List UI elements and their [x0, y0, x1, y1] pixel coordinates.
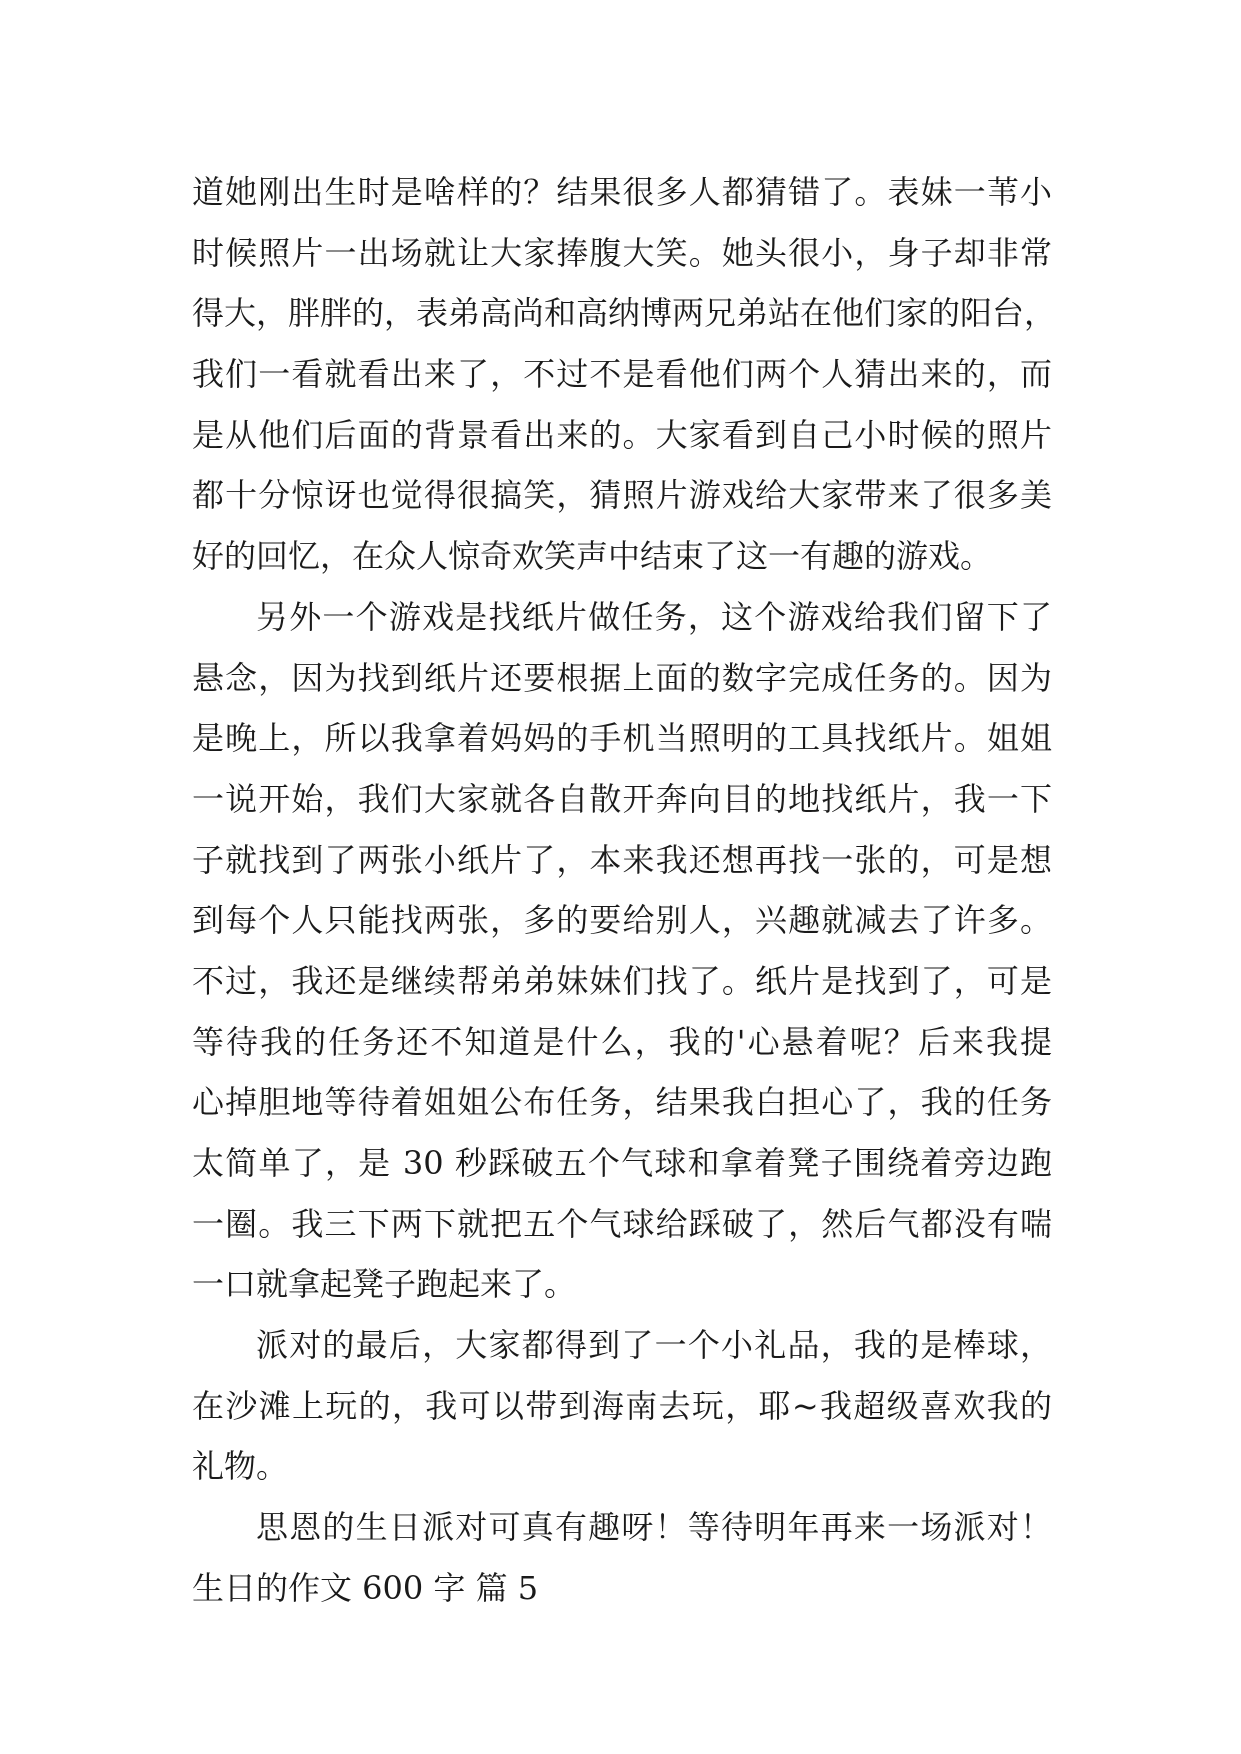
- text-line: 等待我的任务还不知道是什么，我的'心悬着呢？后来我提: [192, 1022, 1052, 1061]
- text-line: 是从他们后面的背景看出来的。大家看到自己小时候的照片: [192, 415, 1052, 454]
- text-line: 一口就拿起凳子跑起来了。: [192, 1265, 577, 1304]
- text-line: 一圈。我三下两下就把五个气球给踩破了，然后气都没有喘: [192, 1204, 1052, 1243]
- text-line: 得大，胖胖的，表弟高尚和高纳博两兄弟站在他们家的阳台，: [192, 294, 1057, 333]
- text-line: 我们一看就看出来了，不过不是看他们两个人猜出来的，而: [192, 355, 1052, 394]
- text-line: 好的回忆，在众人惊奇欢笑声中结束了这一有趣的游戏。: [192, 537, 993, 576]
- text-line: 太简单了，是 30 秒踩破五个气球和拿着凳子围绕着旁边跑: [192, 1144, 1052, 1182]
- text-line: 时候照片一出场就让大家捧腹大笑。她头很小，身子却非常: [192, 233, 1052, 272]
- document-body: [192, 162, 1057, 1619]
- paragraph-start-line: 另外一个游戏是找纸片做任务，这个游戏给我们留下了: [256, 597, 1052, 636]
- text-line: 到每个人只能找两张，多的要给别人，兴趣就减去了许多。: [192, 901, 1052, 940]
- paragraph-start-line: 思恩的生日派对可真有趣呀！等待明年再来一场派对！: [256, 1508, 1052, 1547]
- section-heading: 生日的作文 600 字 篇 5: [192, 1568, 539, 1607]
- text-line: 礼物。: [192, 1447, 289, 1486]
- text-line: 心掉胆地等待着姐姐公布任务，结果我白担心了，我的任务: [192, 1083, 1052, 1122]
- text-line: 在沙滩上玩的，我可以带到海南去玩，耶~我超级喜欢我的: [192, 1386, 1052, 1425]
- text-line: 都十分惊讶也觉得很搞笑，猜照片游戏给大家带来了很多美: [192, 476, 1052, 515]
- text-line: 悬念，因为找到纸片还要根据上面的数字完成任务的。因为: [192, 658, 1052, 697]
- paragraph-start-line: 派对的最后，大家都得到了一个小礼品，我的是棒球，: [256, 1326, 1052, 1365]
- text-line: 不过，我还是继续帮弟弟妹妹们找了。纸片是找到了，可是: [192, 961, 1052, 1000]
- text-line: 是晚上，所以我拿着妈妈的手机当照明的工具找纸片。姐姐: [192, 719, 1052, 758]
- text-line: 子就找到了两张小纸片了，本来我还想再找一张的，可是想: [192, 840, 1052, 879]
- text-line: 道她刚出生时是啥样的？结果很多人都猜错了。表妹一苇小: [192, 173, 1052, 211]
- text-line: 一说开始，我们大家就各自散开奔向目的地找纸片，我一下: [192, 779, 1052, 818]
